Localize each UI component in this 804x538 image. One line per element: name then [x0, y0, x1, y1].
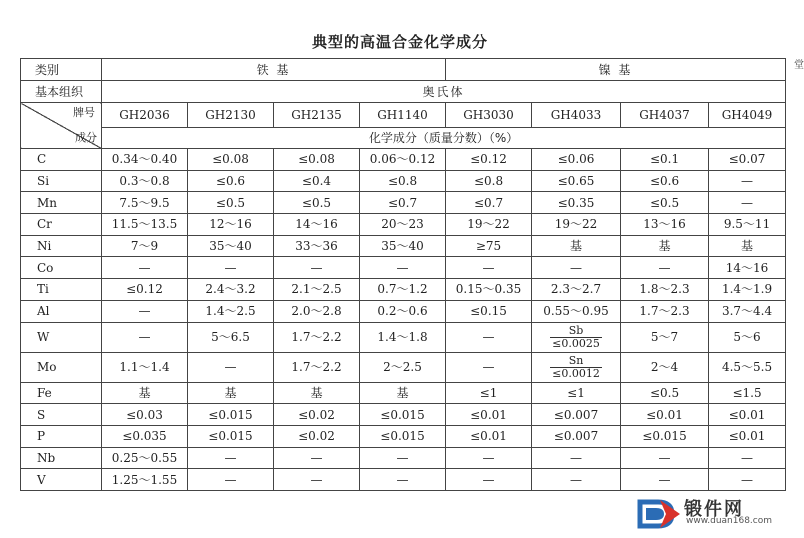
value-cell: 19～22	[446, 214, 532, 236]
fraction-numerator: Sn	[550, 355, 602, 368]
value-cell: ≤1	[446, 382, 532, 404]
value-cell: ≤0.35	[532, 192, 621, 214]
grade-cell: GH2036	[102, 103, 188, 128]
value-cell: ≤0.007	[532, 425, 621, 447]
value-cell: ≤0.6	[621, 170, 709, 192]
value-cell: —	[102, 257, 188, 279]
value-cell: —	[446, 322, 532, 352]
value-cell: —	[532, 469, 621, 491]
value-cell: ≤0.5	[621, 382, 709, 404]
table-row	[21, 404, 786, 426]
value-cell: ≤0.4	[274, 170, 360, 192]
fraction-numerator: Sb	[550, 325, 602, 338]
element-cell: P	[21, 425, 102, 447]
value-cell: 基	[274, 382, 360, 404]
element-cell: Mn	[21, 192, 102, 214]
value-cell: ≤0.65	[532, 170, 621, 192]
value-cell: —	[532, 257, 621, 279]
element-cell: Ni	[21, 235, 102, 257]
watermark-name: 锻件网	[684, 499, 744, 520]
grade-label: 牌号	[73, 106, 95, 119]
value-cell: ≤0.12	[446, 149, 532, 171]
value-cell: 5～7	[621, 322, 709, 352]
value-cell: 基	[188, 382, 274, 404]
value-cell: 7～9	[102, 235, 188, 257]
table-row	[21, 352, 786, 382]
category-label: 类别	[21, 59, 102, 81]
value-cell: ≤0.5	[188, 192, 274, 214]
value-cell: 1.7～2.2	[274, 322, 360, 352]
diagonal-header-cell	[21, 103, 102, 149]
grade-cell: GH4049	[709, 103, 786, 128]
value-cell: 5～6	[709, 322, 786, 352]
element-cell: S	[21, 404, 102, 426]
grade-cell: GH3030	[446, 103, 532, 128]
value-cell: 基	[360, 382, 446, 404]
value-cell: —	[446, 447, 532, 469]
value-cell: 0.15～0.35	[446, 279, 532, 301]
value-cell: —	[446, 352, 532, 382]
value-cell: 0.06～0.12	[360, 149, 446, 171]
value-cell: 7.5～9.5	[102, 192, 188, 214]
value-cell: ≤0.07	[709, 149, 786, 171]
value-cell: —	[709, 192, 786, 214]
value-cell: ≤0.8	[446, 170, 532, 192]
table-row	[21, 214, 786, 236]
table-row	[21, 382, 786, 404]
structure-label: 基本组织	[21, 81, 102, 103]
value-cell: 2.4～3.2	[188, 279, 274, 301]
value-cell: —	[621, 447, 709, 469]
value-cell: 4.5～5.5	[709, 352, 786, 382]
fraction-denominator: ≤0.0012	[552, 366, 600, 380]
grade-cell: GH1140	[360, 103, 446, 128]
value-cell: 14～16	[274, 214, 360, 236]
value-cell: ≤1.5	[709, 382, 786, 404]
value-cell: —	[532, 447, 621, 469]
value-cell: —	[621, 469, 709, 491]
value-cell: ≤0.5	[274, 192, 360, 214]
fraction-denominator: ≤0.0025	[552, 336, 600, 350]
value-cell: 基	[621, 235, 709, 257]
fraction-cell	[532, 352, 621, 382]
value-cell: —	[188, 352, 274, 382]
value-cell: 19～22	[532, 214, 621, 236]
value-cell: —	[446, 257, 532, 279]
value-cell: 2～2.5	[360, 352, 446, 382]
element-cell: Ti	[21, 279, 102, 301]
value-cell: —	[621, 257, 709, 279]
table-row	[21, 149, 786, 171]
value-cell: ≤0.015	[188, 404, 274, 426]
value-cell: ≤0.035	[102, 425, 188, 447]
value-cell: ≤0.6	[188, 170, 274, 192]
element-cell: Co	[21, 257, 102, 279]
element-cell: Mo	[21, 352, 102, 382]
value-cell: 1.1～1.4	[102, 352, 188, 382]
grade-cell: GH4033	[532, 103, 621, 128]
value-cell: ≤0.01	[709, 425, 786, 447]
value-cell: 35～40	[360, 235, 446, 257]
grade-cell: GH2135	[274, 103, 360, 128]
value-cell: —	[188, 447, 274, 469]
value-cell: 20～23	[360, 214, 446, 236]
value-cell: —	[709, 469, 786, 491]
table-row	[21, 300, 786, 322]
value-cell: ≥75	[446, 235, 532, 257]
duan168-logo-icon	[636, 496, 682, 532]
composition-table	[20, 58, 786, 491]
value-cell: ≤0.5	[621, 192, 709, 214]
value-cell: ≤0.08	[188, 149, 274, 171]
value-cell: 33～36	[274, 235, 360, 257]
table-row	[21, 257, 786, 279]
element-cell: Cr	[21, 214, 102, 236]
value-cell: ≤0.015	[360, 404, 446, 426]
structure-value: 奥氏体	[102, 81, 786, 103]
value-cell: 0.55～0.95	[532, 300, 621, 322]
value-cell: ≤0.01	[446, 404, 532, 426]
value-cell: ≤0.02	[274, 404, 360, 426]
value-cell: 3.7～4.4	[709, 300, 786, 322]
element-cell: C	[21, 149, 102, 171]
element-cell: Nb	[21, 447, 102, 469]
value-cell: ≤0.12	[102, 279, 188, 301]
value-cell: 1.7～2.2	[274, 352, 360, 382]
value-cell: 基	[102, 382, 188, 404]
value-cell: —	[274, 469, 360, 491]
grade-cell: GH2130	[188, 103, 274, 128]
watermark-url: www.duan168.com	[686, 516, 773, 526]
table-row	[21, 235, 786, 257]
value-cell: 13～16	[621, 214, 709, 236]
element-cell: W	[21, 322, 102, 352]
table-title: 典型的高温合金化学成分	[311, 33, 488, 51]
value-cell: ≤0.015	[360, 425, 446, 447]
value-cell: 9.5～11	[709, 214, 786, 236]
iron-base-header: 铁 基	[102, 59, 446, 81]
value-cell: ≤0.02	[274, 425, 360, 447]
element-cell: Si	[21, 170, 102, 192]
value-cell: 0.7～1.2	[360, 279, 446, 301]
value-cell: —	[274, 257, 360, 279]
edge-character: 堂	[794, 60, 804, 71]
value-cell: ≤0.01	[621, 404, 709, 426]
table-row	[21, 425, 786, 447]
value-cell: 1.4～1.8	[360, 322, 446, 352]
fraction-cell	[532, 322, 621, 352]
composition-label: 成分	[75, 131, 97, 144]
value-cell: ≤0.15	[446, 300, 532, 322]
composition-rows	[21, 149, 786, 491]
value-cell: ≤0.7	[446, 192, 532, 214]
value-cell: —	[360, 257, 446, 279]
value-cell: ≤0.015	[621, 425, 709, 447]
value-cell: ≤0.007	[532, 404, 621, 426]
value-cell: 11.5～13.5	[102, 214, 188, 236]
fraction	[550, 325, 602, 350]
composition-title: 化学成分（质量分数）（%）	[102, 128, 786, 149]
value-cell: 0.25～0.55	[102, 447, 188, 469]
value-cell: —	[446, 469, 532, 491]
value-cell: ≤0.015	[188, 425, 274, 447]
value-cell: —	[102, 322, 188, 352]
value-cell: 1.4～1.9	[709, 279, 786, 301]
value-cell: —	[360, 447, 446, 469]
value-cell: 2.1～2.5	[274, 279, 360, 301]
value-cell: 2～4	[621, 352, 709, 382]
value-cell: 1.25～1.55	[102, 469, 188, 491]
value-cell: —	[360, 469, 446, 491]
table-row	[21, 322, 786, 352]
value-cell: 14～16	[709, 257, 786, 279]
value-cell: 1.7～2.3	[621, 300, 709, 322]
table-row	[21, 469, 786, 491]
value-cell: ≤0.8	[360, 170, 446, 192]
element-cell: V	[21, 469, 102, 491]
value-cell: 12～16	[188, 214, 274, 236]
value-cell: —	[102, 300, 188, 322]
table-row	[21, 170, 786, 192]
value-cell: —	[188, 469, 274, 491]
value-cell: ≤0.01	[709, 404, 786, 426]
value-cell: 0.34～0.40	[102, 149, 188, 171]
value-cell: ≤0.1	[621, 149, 709, 171]
value-cell: 基	[709, 235, 786, 257]
value-cell: ≤0.7	[360, 192, 446, 214]
value-cell: 0.2～0.6	[360, 300, 446, 322]
value-cell: —	[188, 257, 274, 279]
value-cell: —	[274, 447, 360, 469]
grade-cell: GH4037	[621, 103, 709, 128]
value-cell: 1.4～2.5	[188, 300, 274, 322]
value-cell: 2.3～2.7	[532, 279, 621, 301]
value-cell: —	[709, 447, 786, 469]
fraction	[550, 355, 602, 380]
value-cell: ≤0.08	[274, 149, 360, 171]
value-cell: ≤0.06	[532, 149, 621, 171]
value-cell: 35～40	[188, 235, 274, 257]
table-row	[21, 447, 786, 469]
element-cell: Fe	[21, 382, 102, 404]
element-cell: Al	[21, 300, 102, 322]
watermark	[636, 496, 786, 530]
value-cell: ≤0.03	[102, 404, 188, 426]
value-cell: ≤0.01	[446, 425, 532, 447]
value-cell: 5～6.5	[188, 322, 274, 352]
value-cell: ≤1	[532, 382, 621, 404]
value-cell: 1.8～2.3	[621, 279, 709, 301]
value-cell: —	[709, 170, 786, 192]
value-cell: 基	[532, 235, 621, 257]
table-row	[21, 279, 786, 301]
nickel-base-header: 镍 基	[446, 59, 786, 81]
value-cell: 2.0～2.8	[274, 300, 360, 322]
value-cell: 0.3～0.8	[102, 170, 188, 192]
table-row	[21, 192, 786, 214]
